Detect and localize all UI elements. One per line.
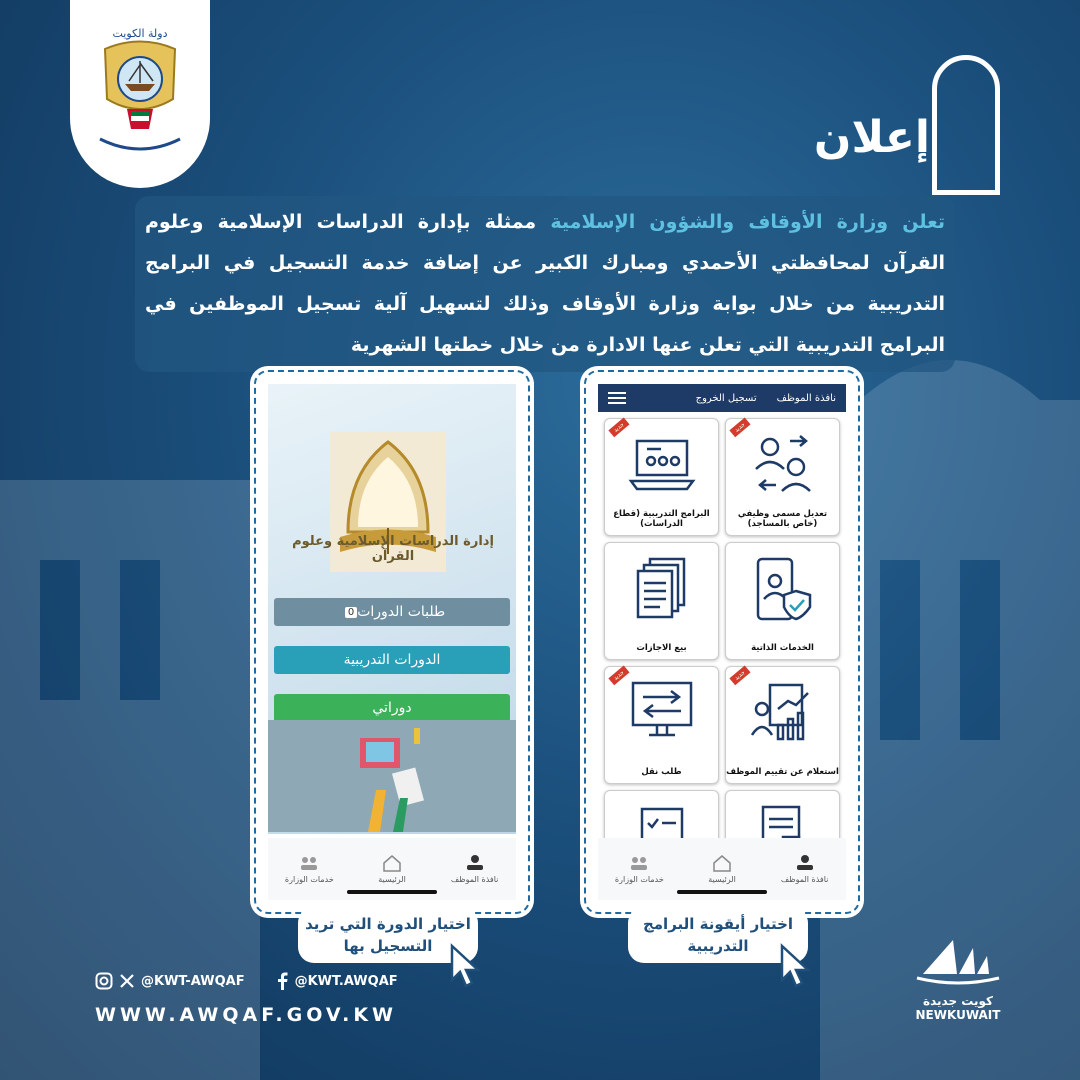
- card-transfer-request[interactable]: [604, 666, 719, 784]
- card-label: البرامج التدريبية (قطاع الدراسات): [613, 509, 710, 529]
- course-requests-count: 0: [345, 607, 357, 618]
- transfer-arrows-icon: [627, 679, 697, 745]
- page-title: إعلان: [813, 112, 930, 163]
- pointer-cursor-icon: [446, 942, 486, 992]
- tab-services-label: خدمات الوزارة: [284, 875, 334, 884]
- intro-paragraph: [135, 196, 955, 372]
- new-badge: جديد: [729, 666, 750, 686]
- logout-link[interactable]: تسجيل الخروج: [695, 392, 757, 404]
- course-requests-label: طلبات الدورات: [357, 604, 446, 620]
- instagram-icon[interactable]: [95, 972, 113, 990]
- social-links: [95, 972, 398, 990]
- caption-select-course: اختيار الدورة التي تريد التسجيل بها: [298, 907, 478, 963]
- course-requests-button[interactable]: [274, 598, 510, 626]
- my-courses-button[interactable]: دوراتي: [274, 694, 510, 722]
- new-badge: جديد: [608, 666, 629, 686]
- home-icon: [712, 854, 732, 872]
- training-courses-button[interactable]: الدورات التدريبية: [274, 646, 510, 674]
- users-swap-icon: [750, 431, 816, 497]
- phone-courses: [254, 370, 530, 914]
- new-kuwait-arabic: كويت جديدة: [923, 994, 993, 1008]
- new-kuwait-name: NEWKUWAIT: [915, 1008, 1001, 1022]
- card-label: بيع الاجازات: [636, 643, 687, 653]
- tab-employee-label: نافذة الموظف: [450, 875, 499, 884]
- tab-services[interactable]: [604, 854, 674, 884]
- card-employee-evaluation[interactable]: [725, 666, 840, 784]
- card-label: الخدمات الذاتية: [751, 643, 814, 653]
- pointer-cursor-icon: [776, 942, 816, 992]
- presentation-icon: [627, 431, 697, 497]
- footer: [95, 972, 398, 1026]
- employee-window-link[interactable]: نافذة الموظف: [776, 392, 836, 404]
- service-grid: [598, 412, 846, 900]
- facebook-handle[interactable]: @KWT.AWQAF: [294, 973, 398, 989]
- services-people-icon: [299, 854, 319, 872]
- home-indicator: [677, 890, 767, 894]
- intro-highlight: تعلن وزارة الأوقاف والشؤون الإسلامية: [550, 211, 945, 233]
- card-training-programs[interactable]: [604, 418, 719, 536]
- intro-text: ممثلة بإدارة الدراسات الإسلامية وعلوم القرآن لمحافظتي الأحمدي ومبارك الكبير عن إضافة خدمة التسجيل في البرامج التدريبية من خلال بوابة وزارة الأوقاف وذلك لتسهيل آلية تسجيل الموظفين في البرامج التدريبية التي تعلن عنها الادارة من خلال خطتها الشهرية: [145, 211, 945, 356]
- tab-home[interactable]: [357, 854, 427, 884]
- services-people-icon: [629, 854, 649, 872]
- card-label: تعديل مسمى وظيفي (خاص بالمساجد): [737, 509, 828, 529]
- report-chart-icon: [748, 679, 818, 745]
- tab-home-label: الرئيسية: [708, 875, 736, 884]
- website-url[interactable]: WWW.AWQAF.GOV.KW: [95, 1004, 398, 1026]
- logo-badge: [70, 0, 210, 188]
- tab-home[interactable]: [687, 854, 757, 884]
- tab-employee[interactable]: [770, 854, 840, 884]
- top-bar: [598, 384, 846, 412]
- instagram-x-handle[interactable]: @KWT-AWQAF: [141, 973, 245, 989]
- employee-hand-icon: [465, 854, 485, 872]
- kuwait-ministry-emblem-icon: [85, 19, 195, 169]
- tab-bar: [598, 838, 846, 900]
- card-sell-vacations[interactable]: [604, 542, 719, 660]
- employee-hand-icon: [795, 854, 815, 872]
- employee-screen: [598, 384, 846, 900]
- new-badge: جديد: [729, 418, 750, 438]
- home-indicator: [347, 890, 437, 894]
- tab-home-label: الرئيسية: [378, 875, 406, 884]
- phone-shield-icon: [750, 555, 816, 625]
- caption-select-icon: اختيار أيقونة البرامج التدريبية: [628, 907, 808, 963]
- tab-employee-label: نافذة الموظف: [780, 875, 829, 884]
- new-badge: جديد: [608, 418, 629, 438]
- courses-screen: [268, 384, 516, 900]
- emblem-text: إدارة الدراسات الإسلامية وعلوم القرآن: [292, 534, 494, 564]
- facebook-icon[interactable]: [275, 972, 289, 990]
- new-kuwait-brand: [910, 930, 1006, 1022]
- tab-bar: [268, 838, 516, 900]
- hamburger-menu-icon[interactable]: [608, 391, 626, 405]
- phone-employee-window: [584, 370, 860, 914]
- card-label: طلب نقل: [641, 767, 682, 777]
- tab-employee[interactable]: [440, 854, 510, 884]
- card-job-title[interactable]: [725, 418, 840, 536]
- home-icon: [382, 854, 402, 872]
- arch-frame-icon: [932, 55, 1000, 195]
- new-kuwait-logo-icon: [913, 930, 1003, 990]
- courses-header: [268, 384, 516, 834]
- card-label: استعلام عن تقييم الموظف: [726, 767, 839, 777]
- documents-icon: [632, 555, 692, 625]
- logo-caption: دولة الكويت: [112, 27, 168, 40]
- tab-services[interactable]: [274, 854, 344, 884]
- card-self-services[interactable]: [725, 542, 840, 660]
- tab-services-label: خدمات الوزارة: [614, 875, 664, 884]
- study-illustration-icon: [268, 720, 516, 832]
- x-twitter-icon[interactable]: [119, 973, 135, 989]
